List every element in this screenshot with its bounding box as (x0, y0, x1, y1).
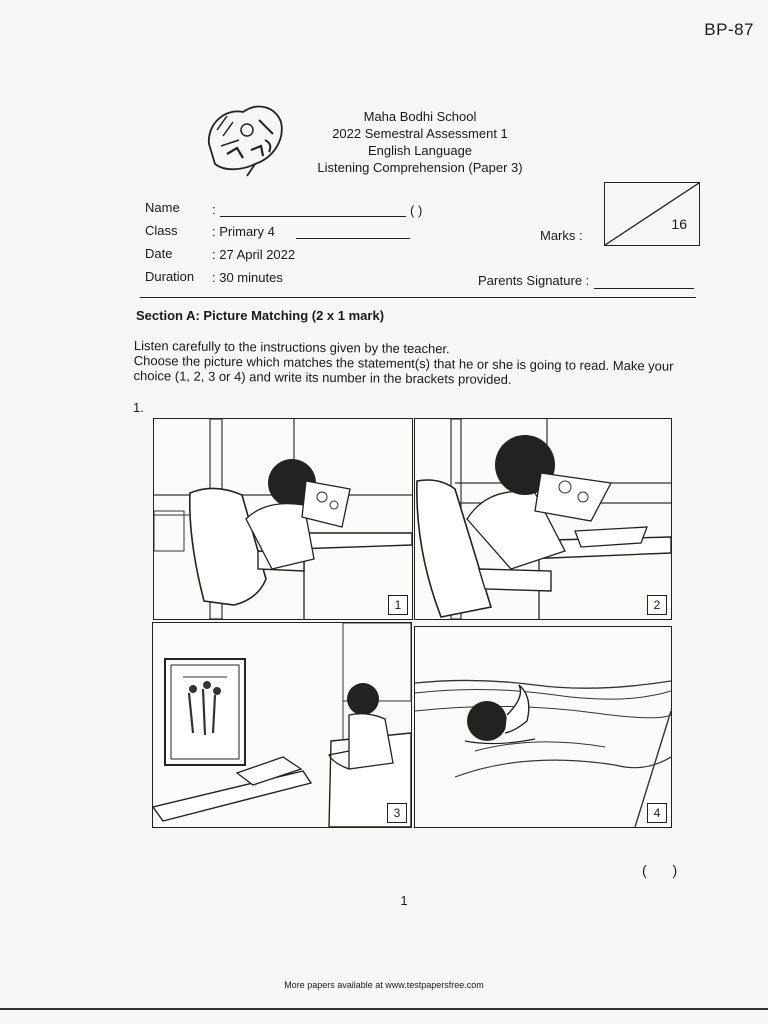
date-label: Date (145, 246, 173, 261)
option-number-box: 2 (647, 595, 667, 615)
instruction-line: Choose the picture which matches the statement(s) that he or she is going to read. Make your (133, 352, 674, 374)
boy-reading-illustration (154, 419, 412, 619)
question-number: 1. (133, 400, 144, 415)
assessment-title: 2022 Semestral Assessment 1 (332, 126, 508, 141)
option-number-box: 3 (387, 803, 407, 823)
option-panel-1[interactable] (153, 418, 413, 620)
page-bottom-rule (0, 1008, 768, 1010)
name-field[interactable] (220, 216, 406, 217)
marks-total: 16 (671, 216, 687, 232)
marks-box[interactable] (604, 182, 700, 246)
class-label: Class (145, 223, 178, 238)
name-colon: : (212, 202, 216, 217)
option-panel-4[interactable] (414, 626, 672, 828)
option-panel-3[interactable] (152, 622, 412, 828)
option-panel-2[interactable] (414, 418, 672, 620)
school-name: Maha Bodhi School (363, 109, 477, 124)
option-number-box: 1 (388, 595, 408, 615)
footer-text: More papers available at www.testpapersfree.com (284, 980, 484, 990)
boy-swimming-illustration (415, 627, 671, 827)
duration-label: Duration (145, 269, 195, 284)
duration-value: : 30 minutes (212, 270, 283, 285)
marks-label: Marks : (540, 228, 583, 243)
header-divider (140, 297, 696, 298)
instruction-line: Listen carefully to the instructions given by the teacher. (133, 338, 450, 357)
instruction-line: choice (1, 2, 3 or 4) and write its number in the brackets provided. (133, 367, 512, 387)
parents-signature-field[interactable] (594, 288, 694, 289)
header-block (250, 108, 590, 176)
paper-title: Listening Comprehension (Paper 3) (317, 160, 523, 175)
answer-brackets[interactable]: ( ) (642, 862, 678, 878)
option-number-box: 4 (647, 803, 667, 823)
page-number: 1 (400, 893, 408, 908)
paper-code: BP-87 (704, 20, 754, 39)
subject-title: English Language (367, 143, 473, 158)
section-title: Section A: Picture Matching (2 x 1 mark) (136, 308, 385, 323)
boy-writing-illustration (415, 419, 671, 619)
date-value: : 27 April 2022 (212, 247, 296, 262)
name-label: Name (145, 200, 180, 215)
boy-watching-tv-illustration (153, 623, 411, 827)
class-underline (296, 238, 410, 239)
register-number-brackets: ( ) (410, 203, 423, 218)
marks-diagonal (605, 183, 699, 245)
parents-signature-label: Parents Signature : (478, 273, 590, 288)
instructions (134, 338, 704, 389)
class-value: : Primary 4 (212, 224, 275, 239)
